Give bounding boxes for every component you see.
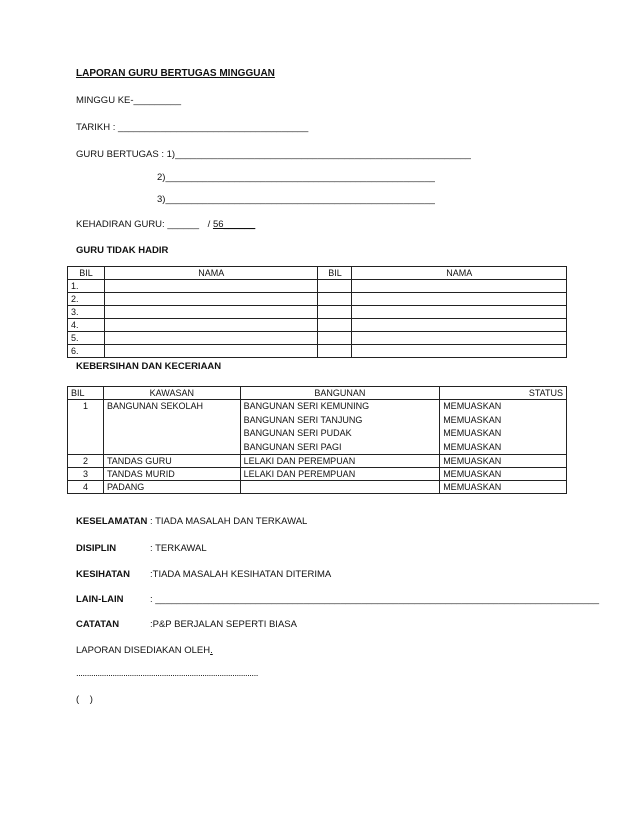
- status-cell: MEMUASKAN: [440, 455, 567, 468]
- kawasan-cell: PADANG: [103, 481, 240, 494]
- name-cell: [352, 332, 567, 345]
- header-bangunan: BANGUNAN: [240, 387, 440, 400]
- header-bil: BIL: [318, 267, 352, 280]
- row-number: 1.: [68, 280, 105, 293]
- header-kawasan: KAWASAN: [103, 387, 240, 400]
- lain-lain-label: LAIN-LAIN: [76, 594, 124, 605]
- bil-cell: [318, 345, 352, 358]
- row-number: 3.: [68, 306, 105, 319]
- kesihatan-value: :TIADA MASALAH KESIHATAN DITERIMA: [150, 569, 332, 580]
- bil-cell: [318, 306, 352, 319]
- row-number: 4.: [68, 319, 105, 332]
- bangunan-cell: [240, 481, 440, 494]
- bangunan-item: BANGUNAN SERI TANJUNG: [243, 414, 363, 425]
- status-item: MEMUASKAN: [443, 428, 502, 438]
- bil-cell: 4: [68, 481, 104, 494]
- bil-cell: [318, 332, 352, 345]
- name-cell: [352, 280, 567, 293]
- name-cell: [352, 306, 567, 319]
- guru-bertugas-line-3: 3)___________________________________________________: [157, 194, 435, 205]
- disiplin-value: : TERKAWAL: [150, 543, 207, 554]
- table-header-row: [68, 387, 567, 400]
- bil-cell: 3: [68, 468, 104, 481]
- table-row: [68, 345, 567, 358]
- kebersihan-heading: KEBERSIHAN DAN KECERIAAN: [76, 361, 222, 372]
- status-item: MEMUASKAN: [443, 441, 502, 452]
- table-header-row: [68, 267, 567, 280]
- bangunan-item: BANGUNAN SERI PAGI: [243, 441, 342, 452]
- table-row: [68, 306, 567, 319]
- keselamatan-label: KESELAMATAN: [76, 516, 148, 527]
- name-cell: [104, 280, 318, 293]
- keselamatan-value: : TIADA MASALAH DAN TERKAWAL: [150, 516, 308, 527]
- kebersihan-table: [67, 386, 567, 494]
- kawasan-cell: BANGUNAN SEKOLAH: [103, 400, 240, 455]
- header-nama: NAMA: [104, 267, 318, 280]
- header-status: STATUS: [440, 387, 567, 400]
- header-bil: BIL: [68, 267, 105, 280]
- kehadiran-total: 56______: [212, 219, 256, 230]
- name-cell: [352, 293, 567, 306]
- status-item: MEMUASKAN: [443, 401, 502, 411]
- table-row: [68, 280, 567, 293]
- kehadiran-guru-field: [76, 219, 255, 230]
- catatan-value: :P&P BERJALAN SEPERTI BIASA: [150, 619, 297, 630]
- bangunan-cell: LELAKI DAN PEREMPUAN: [240, 468, 440, 481]
- table-row: [68, 293, 567, 306]
- name-cell: [104, 345, 318, 358]
- table-row: [68, 455, 567, 468]
- status-item: MEMUASKAN: [443, 414, 502, 425]
- guru-tidak-hadir-heading: GURU TIDAK HADIR: [76, 245, 169, 256]
- signature-dots: .....................................................................................: [76, 668, 258, 679]
- name-cell: [352, 319, 567, 332]
- name-cell: [104, 319, 318, 332]
- disediakan-mark: .: [210, 645, 213, 656]
- kawasan-cell: TANDAS GURU: [103, 455, 240, 468]
- name-cell: [104, 306, 318, 319]
- disiplin-label: DISIPLIN: [76, 543, 117, 554]
- status-cell: [440, 400, 567, 455]
- table-row: [68, 319, 567, 332]
- status-cell: MEMUASKAN: [440, 481, 567, 494]
- guru-bertugas-line-2: 2)___________________________________________________: [157, 172, 435, 183]
- row-number: 5.: [68, 332, 105, 345]
- bil-cell: [318, 280, 352, 293]
- bangunan-cell: LELAKI DAN PEREMPUAN: [240, 455, 440, 468]
- kesihatan-label: KESIHATAN: [76, 569, 131, 580]
- bil-cell: 1: [68, 400, 104, 455]
- catatan-label: CATATAN: [76, 619, 120, 630]
- minggu-field: MINGGU KE-_________: [76, 95, 182, 106]
- guru-bertugas-line-1: GURU BERTUGAS : 1)________________________________________________________: [76, 149, 471, 160]
- table-row: [68, 400, 567, 455]
- table-row: [68, 481, 567, 494]
- bangunan-item: BANGUNAN SERI PUDAK: [243, 428, 352, 438]
- bil-cell: 2: [68, 455, 104, 468]
- report-title: LAPORAN GURU BERTUGAS MINGGUAN: [76, 68, 275, 79]
- name-cell: [104, 332, 318, 345]
- kehadiran-label: KEHADIRAN GURU: ______: [76, 219, 200, 230]
- kawasan-cell: TANDAS MURID: [103, 468, 240, 481]
- row-number: 2.: [68, 293, 105, 306]
- status-cell: MEMUASKAN: [440, 468, 567, 481]
- lain-lain-value: : ____________________________________________________________________________________: [150, 594, 600, 605]
- name-cell: [352, 345, 567, 358]
- tarikh-field: TARIKH : ____________________________________: [76, 122, 309, 133]
- header-bil: BIL: [68, 387, 104, 400]
- guru-tidak-hadir-table: [67, 266, 567, 358]
- header-nama: NAMA: [352, 267, 567, 280]
- bil-cell: [318, 319, 352, 332]
- name-bracket: ( ): [76, 694, 93, 705]
- bangunan-item: BANGUNAN SERI KEMUNING: [243, 401, 370, 411]
- bangunan-cell: [240, 400, 440, 455]
- table-row: [68, 468, 567, 481]
- table-row: [68, 332, 567, 345]
- disediakan-oleh: [76, 645, 213, 656]
- row-number: 6.: [68, 345, 105, 358]
- disediakan-text: LAPORAN DISEDIAKAN OLEH: [76, 645, 211, 656]
- kehadiran-slash: /: [207, 219, 211, 230]
- name-cell: [104, 293, 318, 306]
- bil-cell: [318, 293, 352, 306]
